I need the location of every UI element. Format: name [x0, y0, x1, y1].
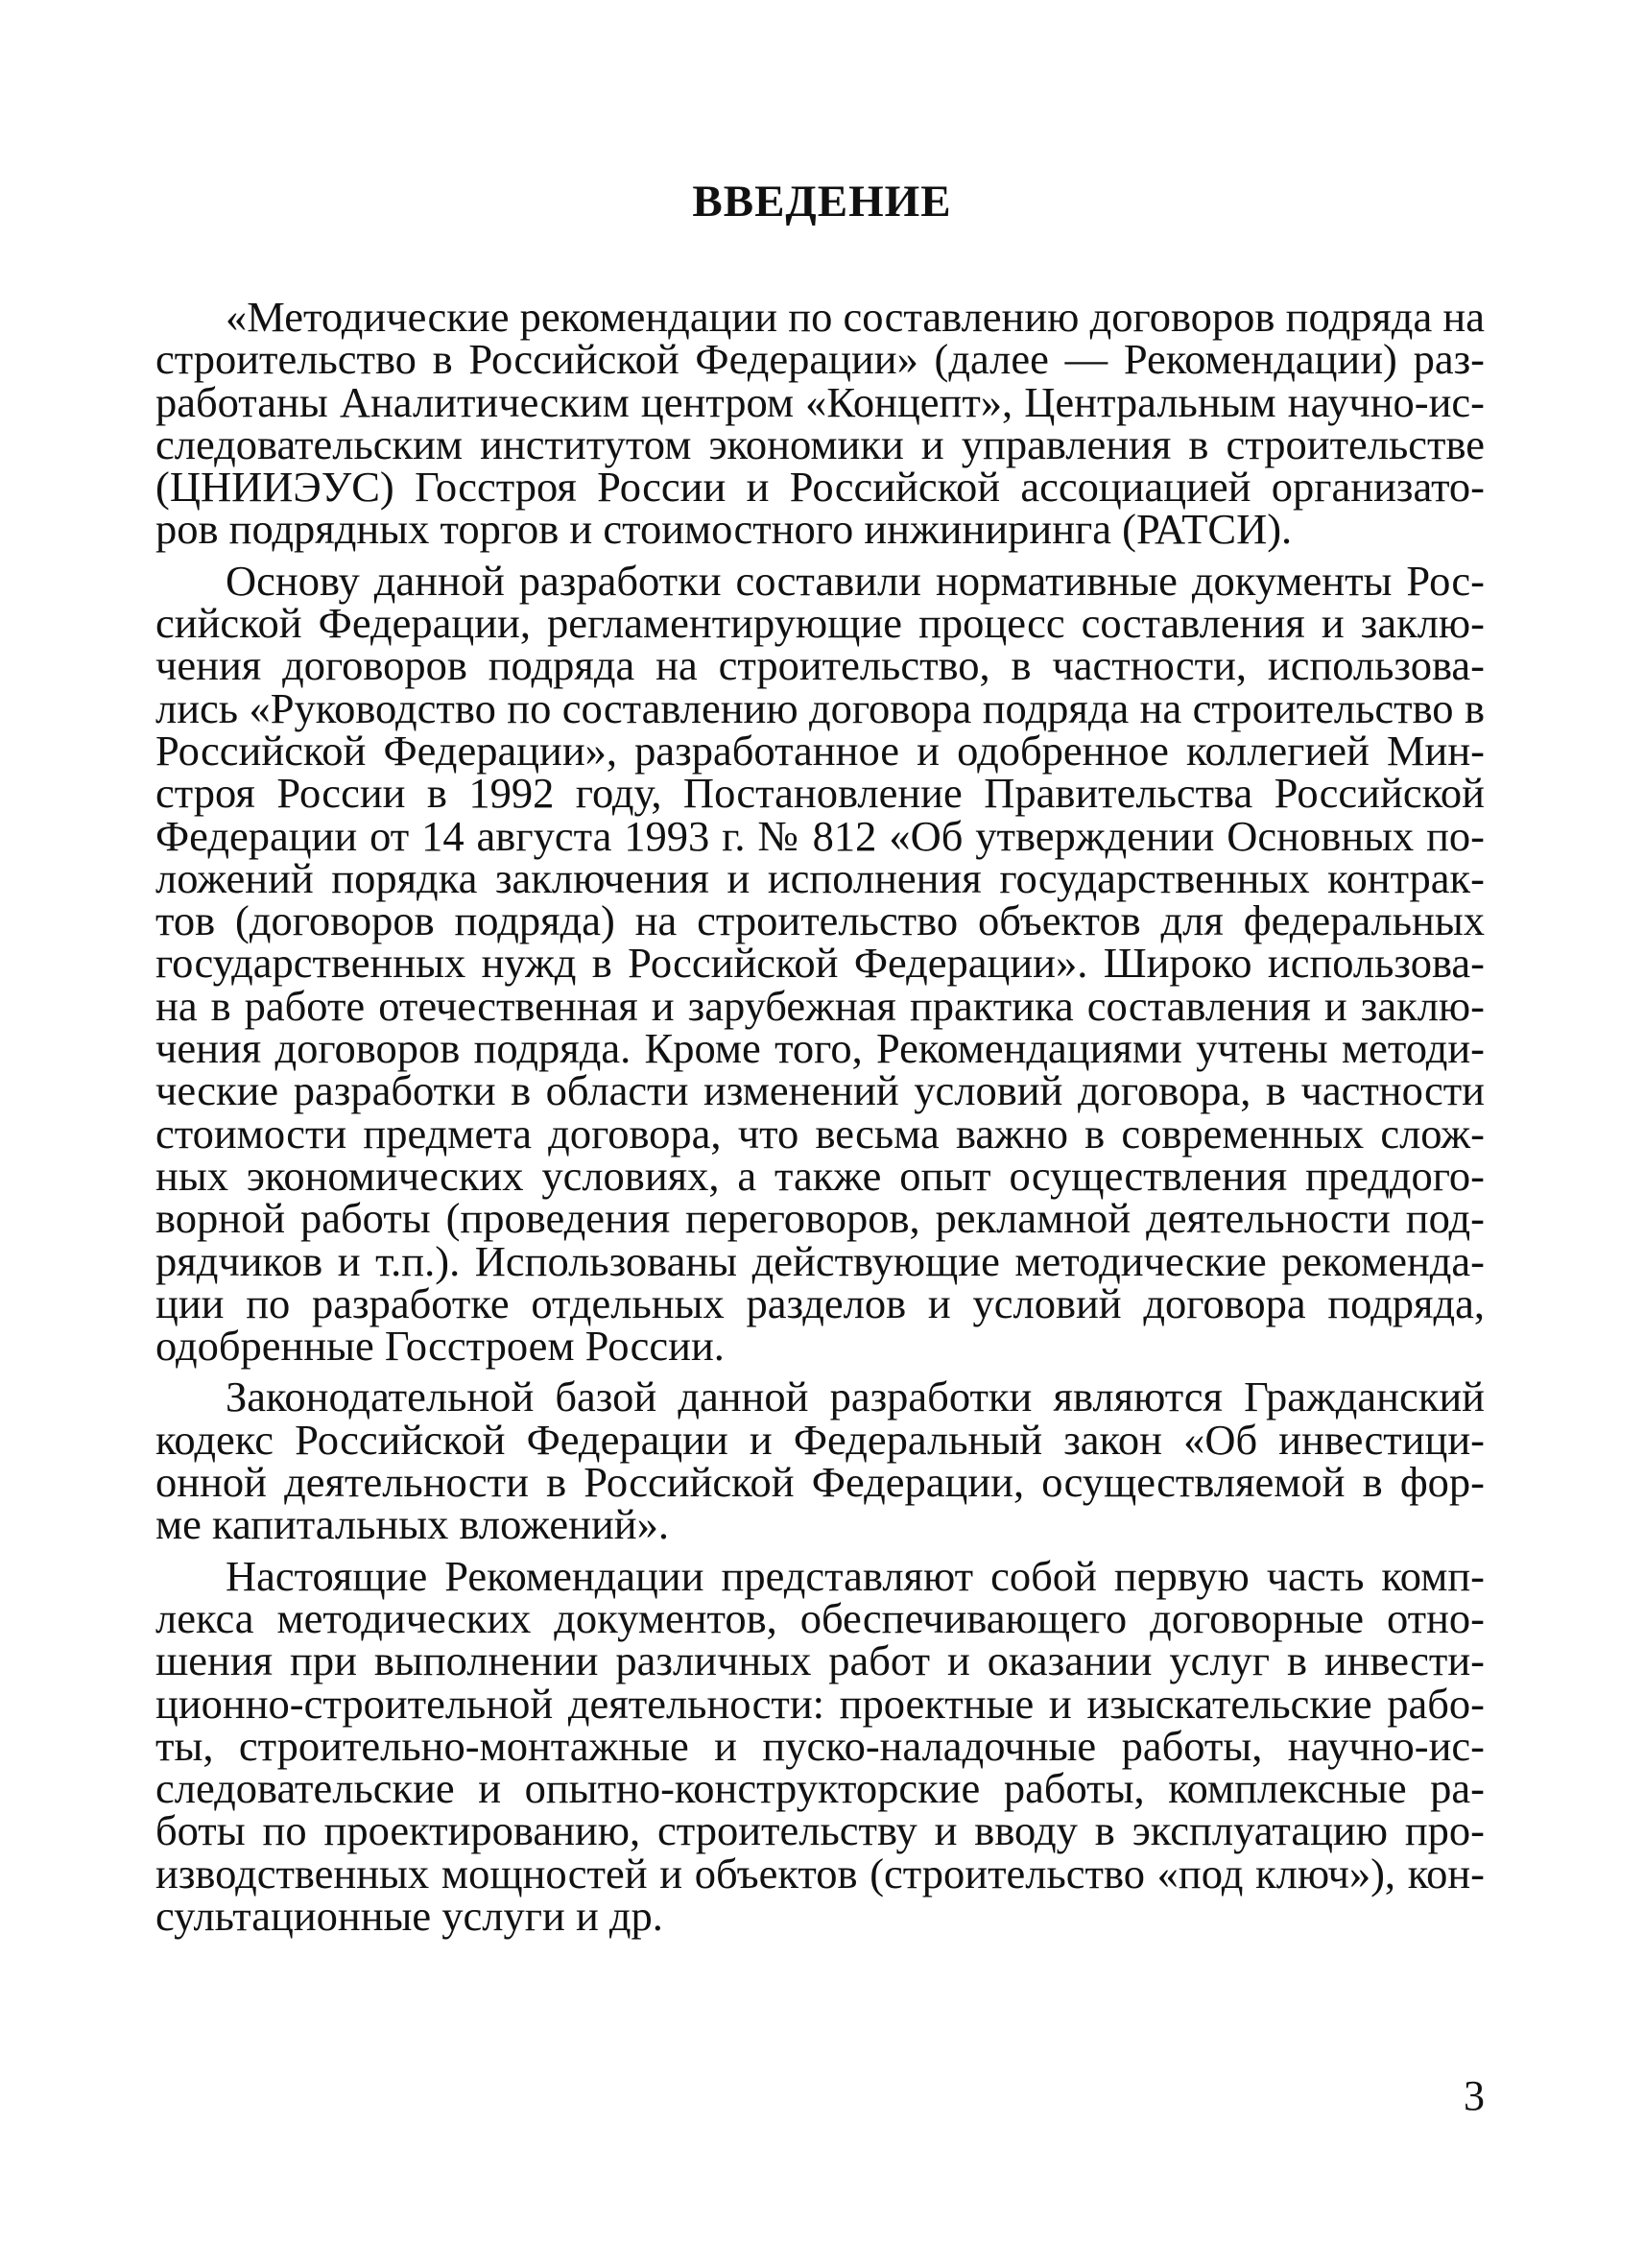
paragraph [155, 293, 1485, 554]
text-line: одобренные Госстроем России. [155, 1322, 725, 1371]
text-line: ции по разработке отдельных разделов и условий договора подряда, [155, 1278, 1485, 1327]
text-line: боты по проектированию, строительству и вводу в эксплуатацию про- [155, 1806, 1485, 1855]
text-line: следовательские и опытно-конструкторские работы, комплексные ра- [155, 1764, 1485, 1813]
text-line: ме капитальных вложений». [155, 1500, 669, 1549]
text-line: ных экономических условиях, а также опыт осуществления преддого- [155, 1151, 1485, 1200]
text-line: ческие разработки в области изменений условий договора, в частности [155, 1066, 1485, 1115]
text-line: строительство в Российской Федерации» (далее — Рекомендации) раз- [155, 335, 1485, 384]
text-line: Федерации от 14 августа 1993 г. № 812 «Об утверждении Основных по- [155, 811, 1485, 860]
text-line: шения при выполнении различных работ и оказании услуг в инвести- [155, 1636, 1485, 1685]
text-line: сийской Федерации, регламентирующие процесс составления и заклю- [155, 599, 1485, 648]
text-line: чения договоров подряда. Кроме того, Рекомендациями учтены методи- [155, 1024, 1485, 1073]
paragraph [155, 556, 1485, 1371]
paragraph [155, 1373, 1485, 1549]
text-line: «Методические рекомендации по составлению договоров подряда на [226, 293, 1485, 341]
page-title: ВВЕДЕНИЕ [692, 177, 952, 227]
text-line: ворной работы (проведения переговоров, рекламной деятельности под- [155, 1194, 1485, 1243]
text-line: изводственных мощностей и объектов (строительство «под ключ»), кон- [155, 1849, 1485, 1898]
text-line: следовательским институтом экономики и управления в строительстве [155, 419, 1485, 468]
text-line: работаны Аналитическим центром «Концепт», Центральным научно-ис- [155, 377, 1485, 426]
text-line: Российской Федерации», разработанное и одобренное коллегией Мин- [155, 726, 1485, 775]
text-line: ционно-строительной деятельности: проектные и изыскательские рабо- [155, 1679, 1485, 1728]
text-line: лекса методических документов, обеспечивающего договорные отно- [155, 1593, 1485, 1642]
page-number: 3 [1464, 2072, 1485, 2119]
text-line: строя России в 1992 году, Постановление Правительства Российской [155, 769, 1485, 818]
text-line: чения договоров подряда на строительство, в частности, использова- [155, 641, 1485, 690]
text-line: сультационные услуги и др. [155, 1891, 663, 1940]
paragraph [155, 1551, 1485, 1940]
text-line: Законодательной базой данной разработки являются Гражданский [226, 1373, 1485, 1421]
text-line: онной деятельности в Российской Федерации, осуществляемой в фор- [155, 1458, 1485, 1507]
text-line: лись «Руководство по составлению договора подряда на строительство в [155, 683, 1485, 732]
text-line: Основу данной разработки составили нормативные документы Рос- [226, 556, 1485, 605]
text-line: на в работе отечественная и зарубежная практика составления и заклю- [155, 981, 1485, 1030]
text-line: государственных нужд в Российской Федерации». Широко использова- [155, 939, 1485, 988]
text-line: ты, строительно-монтажные и пуско-наладочные работы, научно-ис- [155, 1721, 1485, 1770]
text-line: (ЦНИИЭУС) Госстроя России и Российской ассоциацией организато- [155, 463, 1485, 512]
text-line: кодекс Российской Федерации и Федеральный закон «Об инвестици- [155, 1415, 1485, 1464]
text-line: ров подрядных торгов и стоимостного инжиниринга (РАТСИ). [155, 505, 1293, 554]
text-line: Настоящие Рекомендации представляют собой первую часть комп- [226, 1551, 1485, 1600]
text-line: ложений порядка заключения и исполнения государственных контрак- [155, 853, 1485, 902]
text-line: стоимости предмета договора, что весьма важно в современных слож- [155, 1109, 1485, 1158]
text-line: рядчиков и т.п.). Использованы действующие методические рекоменда- [155, 1236, 1485, 1285]
text-line: тов (договоров подряда) на строительство объектов для федеральных [155, 896, 1485, 945]
document-body [155, 293, 1485, 1940]
